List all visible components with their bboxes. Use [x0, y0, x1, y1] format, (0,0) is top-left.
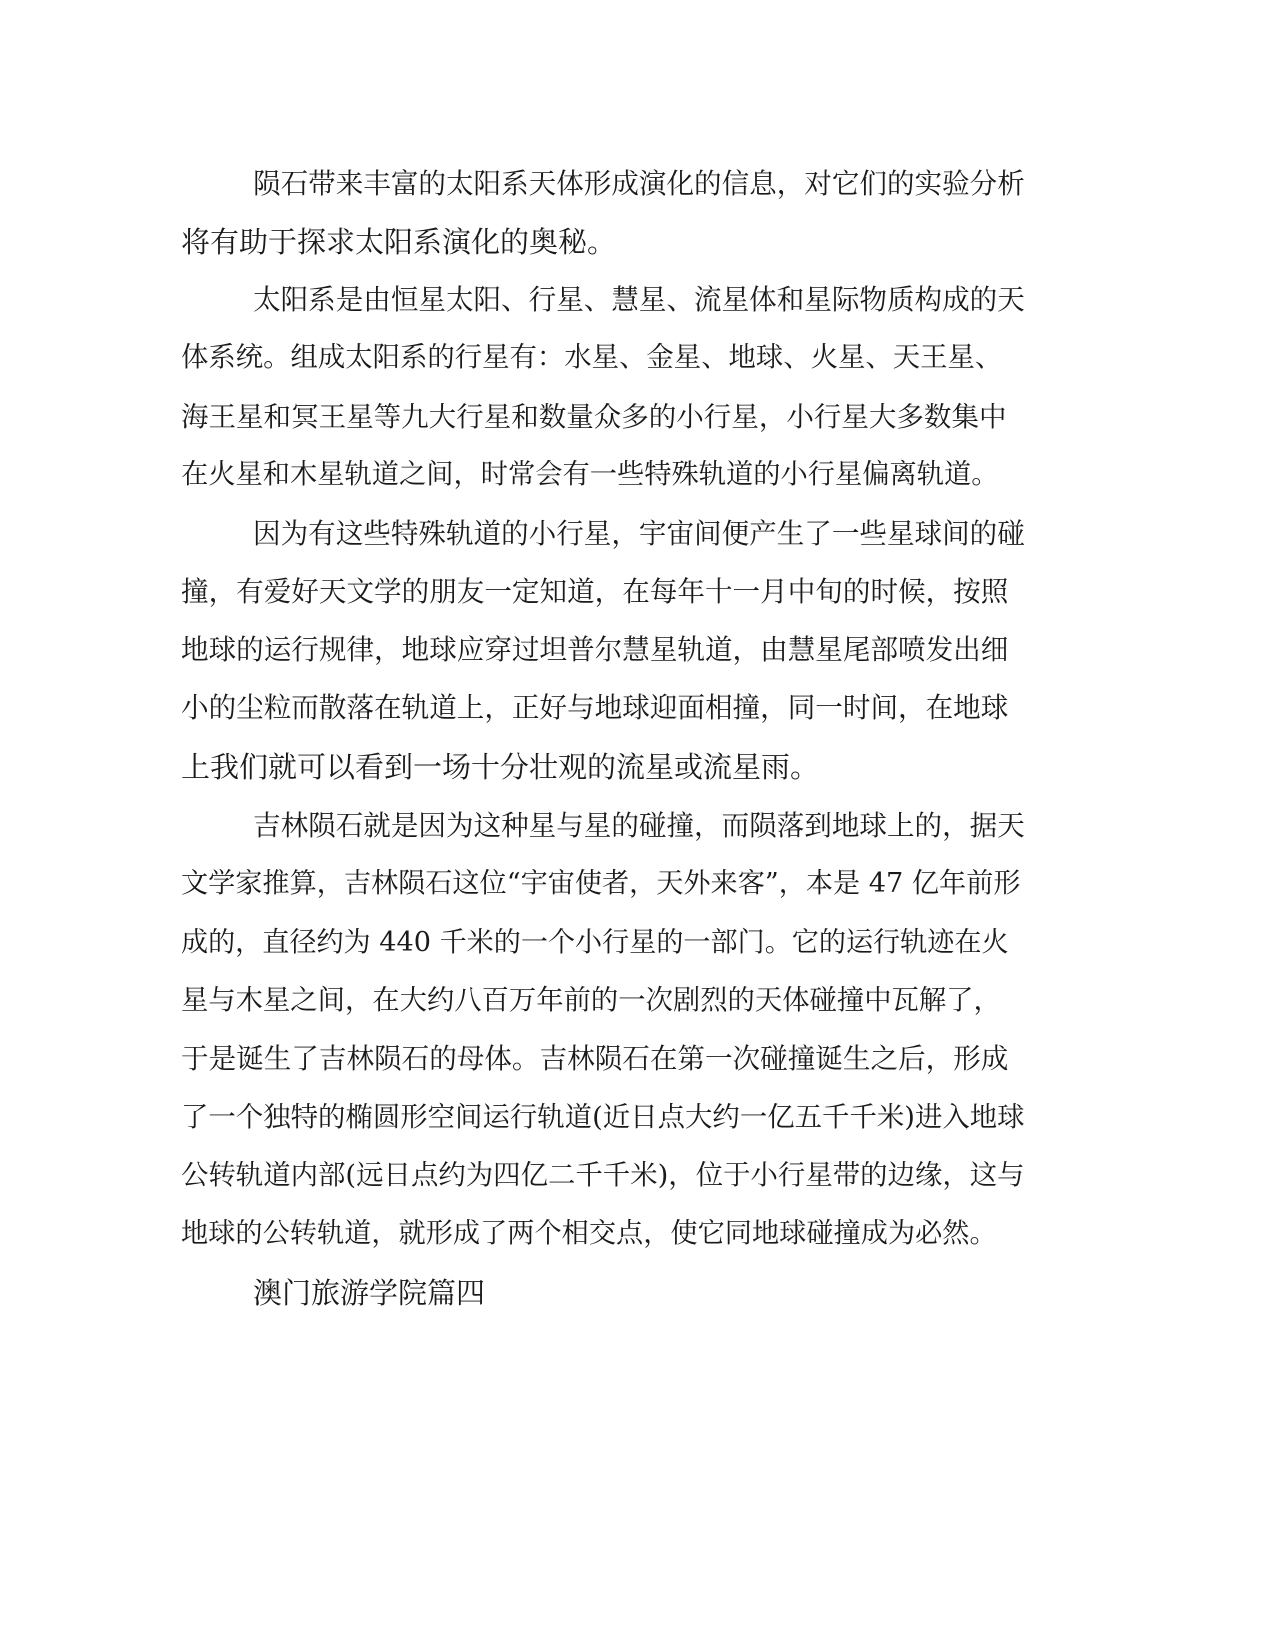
- paragraph-4-line-5: [0, 1042, 1275, 1102]
- paragraph-2-line-2: [0, 341, 1275, 401]
- text-line: 星与木星之间，在大约八百万年前的一次剧烈的天体碰撞中瓦解了，: [181, 985, 1001, 1016]
- text-line: 太阳系是由恒星太阳、行星、慧星、流星体和星际物质构成的天: [253, 283, 1025, 316]
- text-line: 陨石带来丰富的太阳系天体形成演化的信息，对它们的实验分析: [253, 167, 1025, 200]
- text-line: 小的尘粒而散落在轨道上，正好与地球迎面相撞，同一时间，在地球: [181, 691, 1009, 724]
- text-line: 体系统。组成太阳系的行星有：水星、金星、地球、火星、天王星、: [181, 342, 1003, 373]
- paragraph-4-line-8: [0, 1217, 1275, 1277]
- text-line: 在火星和木星轨道之间，时常会有一些特殊轨道的小行星偏离轨道。: [181, 459, 999, 490]
- paragraph-4-line-7: [0, 1159, 1275, 1219]
- paragraph-3-line-2: [0, 575, 1275, 635]
- text-line: 文学家推算，吉林陨石这位“宇宙使者，天外来客”，本是 47 亿年前形: [181, 868, 1021, 899]
- paragraph-3-line-3: [0, 633, 1275, 693]
- paragraph-4-line-2: [0, 867, 1275, 927]
- paragraph-1-line-2: [0, 225, 1275, 285]
- text-line: 公转轨道内部(远日点约为四亿二千千米)，位于小行星带的边缘，这与: [181, 1160, 1025, 1191]
- paragraph-4-line-4: [0, 984, 1275, 1044]
- text-line: 地球的公转轨道，就形成了两个相交点，使它同地球碰撞成为必然。: [181, 1218, 997, 1249]
- paragraph-1-line-1: [0, 167, 1275, 227]
- paragraph-4-line-6: [0, 1101, 1275, 1161]
- section-heading-text: 澳门旅游学院篇四: [253, 1276, 486, 1310]
- paragraph-3-line-5: [0, 750, 1275, 810]
- text-line: 因为有这些特殊轨道的小行星，宇宙间便产生了一些星球间的碰: [253, 517, 1025, 550]
- text-line: 地球的运行规律，地球应穿过坦普尔慧星轨道，由慧星尾部喷发出细: [181, 633, 1009, 666]
- section-heading: [0, 1276, 1275, 1336]
- paragraph-2-line-4: [0, 458, 1275, 518]
- text-line: 海王星和冥王星等九大行星和数量众多的小行星，小行星大多数集中: [181, 401, 1007, 433]
- paragraph-4-line-3: [0, 926, 1275, 986]
- text-line: 了一个独特的椭圆形空间运行轨道(近日点大约一亿五千千米)进入地球: [181, 1102, 1025, 1133]
- text-line: 吉林陨石就是因为这种星与星的碰撞，而陨落到地球上的，据天: [253, 809, 1025, 842]
- paragraph-2-line-3: [0, 400, 1275, 460]
- text-line: 于是诞生了吉林陨石的母体。吉林陨石在第一次碰撞诞生之后，形成: [181, 1042, 1009, 1075]
- text-line: 上我们就可以看到一场十分壮观的流星或流星雨。: [181, 750, 820, 784]
- paragraph-2-line-1: [0, 283, 1275, 343]
- paragraph-4-line-1: [0, 809, 1275, 869]
- text-line: 成的，直径约为 440 千米的一个小行星的一部门。它的运行轨迹在火: [181, 927, 1009, 958]
- paragraph-3-line-1: [0, 517, 1275, 577]
- paragraph-3-line-4: [0, 691, 1275, 751]
- text-line: 将有助于探求太阳系演化的奥秘。: [181, 225, 617, 259]
- text-line: 撞，有爱好天文学的朋友一定知道，在每年十一月中旬的时候，按照: [181, 575, 1009, 608]
